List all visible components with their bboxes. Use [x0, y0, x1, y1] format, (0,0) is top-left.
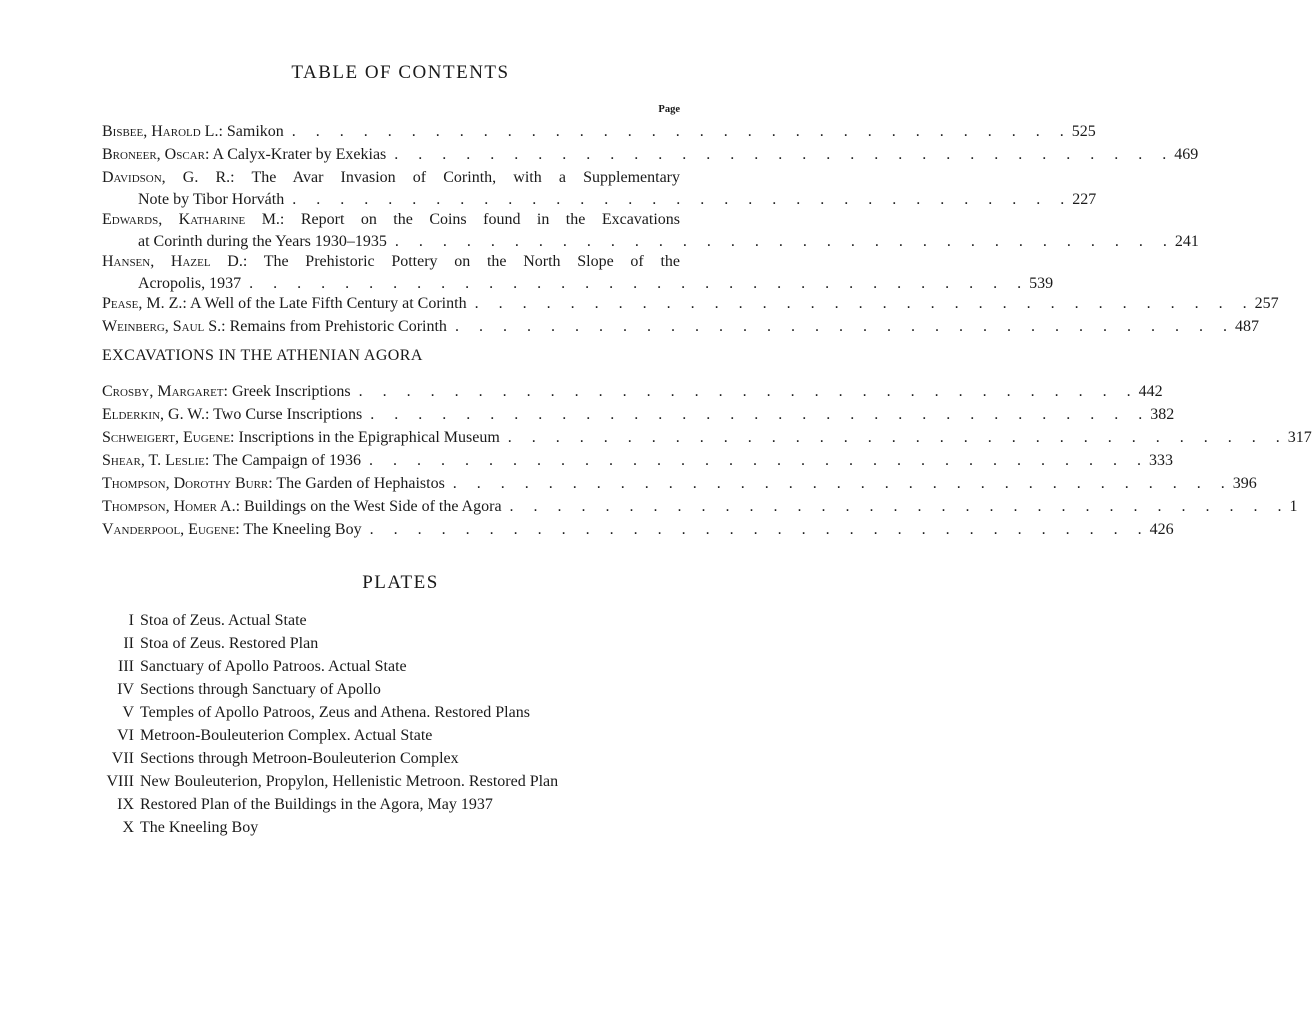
entry-author: Bisbee, Harold L.: [102, 123, 223, 140]
entry-author: Broneer, Oscar: [102, 146, 210, 163]
entry-author: Hansen, Hazel D.: [102, 253, 248, 270]
entry-page: 469 [1174, 146, 1199, 163]
plate-numeral: II [123, 635, 134, 652]
dot-leader: . . . . . . . . . . . . . . . . . . . . . . . . . . . . . . . . . [507, 429, 1288, 446]
entry-page: 257 [1254, 295, 1279, 312]
entry-author: Edwards, Katharine M.: [102, 211, 285, 228]
plate-item [80, 704, 530, 726]
plate-numeral: IX [117, 796, 134, 813]
plate-title: Sections through Metroon-Bouleuterion Complex [140, 750, 459, 767]
entry-title-continued: Acropolis, 1937 [138, 275, 242, 292]
dot-leader: . . . . . . . . . . . . . . . . . . . . . . . . . . . . . . . . . [370, 406, 1151, 423]
entry-title: The Campaign of 1936 [213, 452, 361, 469]
entry-title: Remains from Prehistoric Corinth [229, 318, 447, 335]
entry-page: 241 [1174, 233, 1199, 250]
plate-item [80, 658, 407, 680]
toc-entry [102, 251, 1054, 295]
toc-entry [102, 473, 1257, 495]
plate-title: Stoa of Zeus. Restored Plan [140, 635, 319, 652]
entry-title: Buildings on the West Side of the Agora [244, 498, 502, 515]
dot-leader: . . . . . . . . . . . . . . . . . . . . . . . . . . . . . . . . . [368, 452, 1149, 469]
entry-title: Two Curse Inscriptions [213, 406, 363, 423]
plate-item [80, 635, 318, 657]
toc-entry [102, 316, 1259, 338]
entry-title-continued: Note by Tibor Horváth [138, 191, 285, 208]
entry-page: 396 [1232, 475, 1257, 492]
entry-author: Shear, T. Leslie: [102, 452, 210, 469]
entry-title: A Calyx-Krater by Exekias [212, 146, 387, 163]
plate-numeral: VIII [106, 773, 134, 790]
entry-author: Vanderpool, Eugene: [102, 521, 240, 538]
plates-heading: PLATES [362, 572, 439, 593]
entry-author: Thompson, Homer A.: [102, 498, 241, 515]
entry-page: 539 [1029, 275, 1054, 292]
plate-item [80, 819, 258, 841]
entry-title: A Well of the Late Fifth Century at Corinth [189, 295, 467, 312]
dot-leader: . . . . . . . . . . . . . . . . . . . . . . . . . . . . . . . . . [509, 498, 1290, 515]
entry-page: 317 [1287, 429, 1312, 446]
page-title: TABLE OF CONTENTS [291, 62, 510, 83]
entry-author: Weinberg, Saul S.: [102, 318, 226, 335]
plate-numeral: V [122, 704, 134, 721]
plate-numeral: VI [117, 727, 134, 744]
entry-title: Report on the Coins found in the Excavations [300, 211, 681, 228]
entry-page: 426 [1149, 521, 1174, 538]
plate-title: Stoa of Zeus. Actual State [140, 612, 307, 629]
plate-item [80, 681, 381, 703]
plate-item [80, 727, 432, 749]
entry-author: Pease, M. Z.: [102, 295, 187, 312]
toc-entry [102, 450, 1173, 472]
entry-title: The Garden of Hephaistos [276, 475, 445, 492]
dot-leader: . . . . . . . . . . . . . . . . . . . . . . . . . . . . . . . . . [452, 475, 1233, 492]
dot-leader: . . . . . . . . . . . . . . . . . . . . . . . . . . . . . . . . . [249, 275, 1030, 292]
plate-title: Sanctuary of Apollo Patroos. Actual State [140, 658, 407, 675]
toc-entry [102, 404, 1175, 426]
toc-entry [102, 496, 1298, 518]
entry-title: The Kneeling Boy [243, 521, 362, 538]
entry-page: 227 [1072, 191, 1097, 208]
plate-title: New Bouleuterion, Propylon, Hellenistic Metroon. Restored Plan [140, 773, 559, 790]
toc-entry [102, 144, 1199, 166]
entry-title: The Avar Invasion of Corinth, with a Supplementary [251, 169, 680, 186]
dot-leader: . . . . . . . . . . . . . . . . . . . . . . . . . . . . . . . . . [474, 295, 1255, 312]
plate-numeral: III [118, 658, 134, 675]
dot-leader: . . . . . . . . . . . . . . . . . . . . . . . . . . . . . . . . . [454, 318, 1235, 335]
dot-leader: . . . . . . . . . . . . . . . . . . . . . . . . . . . . . . . . . [369, 521, 1150, 538]
dot-leader: . . . . . . . . . . . . . . . . . . . . . . . . . . . . . . . . . [291, 123, 1072, 140]
toc-entry [102, 427, 1312, 449]
entry-page: 442 [1138, 383, 1163, 400]
entry-page: 333 [1148, 452, 1173, 469]
toc-entry [102, 519, 1174, 541]
plate-title: Sections through Sanctuary of Apollo [140, 681, 381, 698]
dot-leader: . . . . . . . . . . . . . . . . . . . . . . . . . . . . . . . . . [358, 383, 1139, 400]
entry-title: The Prehistoric Pottery on the North Slope of the [263, 253, 680, 270]
entry-author: Elderkin, G. W.: [102, 406, 210, 423]
plate-item [80, 750, 459, 772]
entry-page: 1 [1289, 498, 1298, 515]
dot-leader: . . . . . . . . . . . . . . . . . . . . . . . . . . . . . . . . . [394, 146, 1175, 163]
plate-title: Restored Plan of the Buildings in the Agora, May 1937 [140, 796, 493, 813]
entry-title: Samikon [226, 123, 284, 140]
toc-entry [102, 209, 1199, 253]
plate-numeral: X [122, 819, 134, 836]
plate-title: Temples of Apollo Patroos, Zeus and Athena. Restored Plans [140, 704, 530, 721]
entry-author: Schweigert, Eugene: [102, 429, 235, 446]
entry-title: Inscriptions in the Epigraphical Museum [238, 429, 500, 446]
plate-numeral: I [128, 612, 134, 629]
dot-leader: . . . . . . . . . . . . . . . . . . . . . . . . . . . . . . . . . [394, 233, 1175, 250]
entry-page: 382 [1150, 406, 1175, 423]
toc-entry [102, 381, 1163, 403]
plate-numeral: VII [111, 750, 134, 767]
page-column-header: Page [658, 104, 680, 115]
entry-author: Crosby, Margaret: [102, 383, 228, 400]
plate-item [80, 796, 493, 818]
toc-entry [102, 121, 1096, 143]
entry-author: Davidson, G. R.: [102, 169, 235, 186]
dot-leader: . . . . . . . . . . . . . . . . . . . . . . . . . . . . . . . . . [292, 191, 1073, 208]
plate-item [80, 612, 307, 634]
plate-numeral: IV [117, 681, 134, 698]
plate-title: The Kneeling Boy [140, 819, 259, 836]
toc-entry [102, 167, 1097, 211]
entry-author: Thompson, Dorothy Burr: [102, 475, 273, 492]
toc-entry [102, 293, 1279, 315]
entry-page: 487 [1234, 318, 1259, 335]
section-heading: EXCAVATIONS IN THE ATHENIAN AGORA [102, 347, 423, 364]
entry-title-continued: at Corinth during the Years 1930–1935 [138, 233, 387, 250]
plate-title: Metroon-Bouleuterion Complex. Actual State [140, 727, 433, 744]
entry-page: 525 [1071, 123, 1096, 140]
plate-item [80, 773, 558, 795]
entry-title: Greek Inscriptions [231, 383, 351, 400]
